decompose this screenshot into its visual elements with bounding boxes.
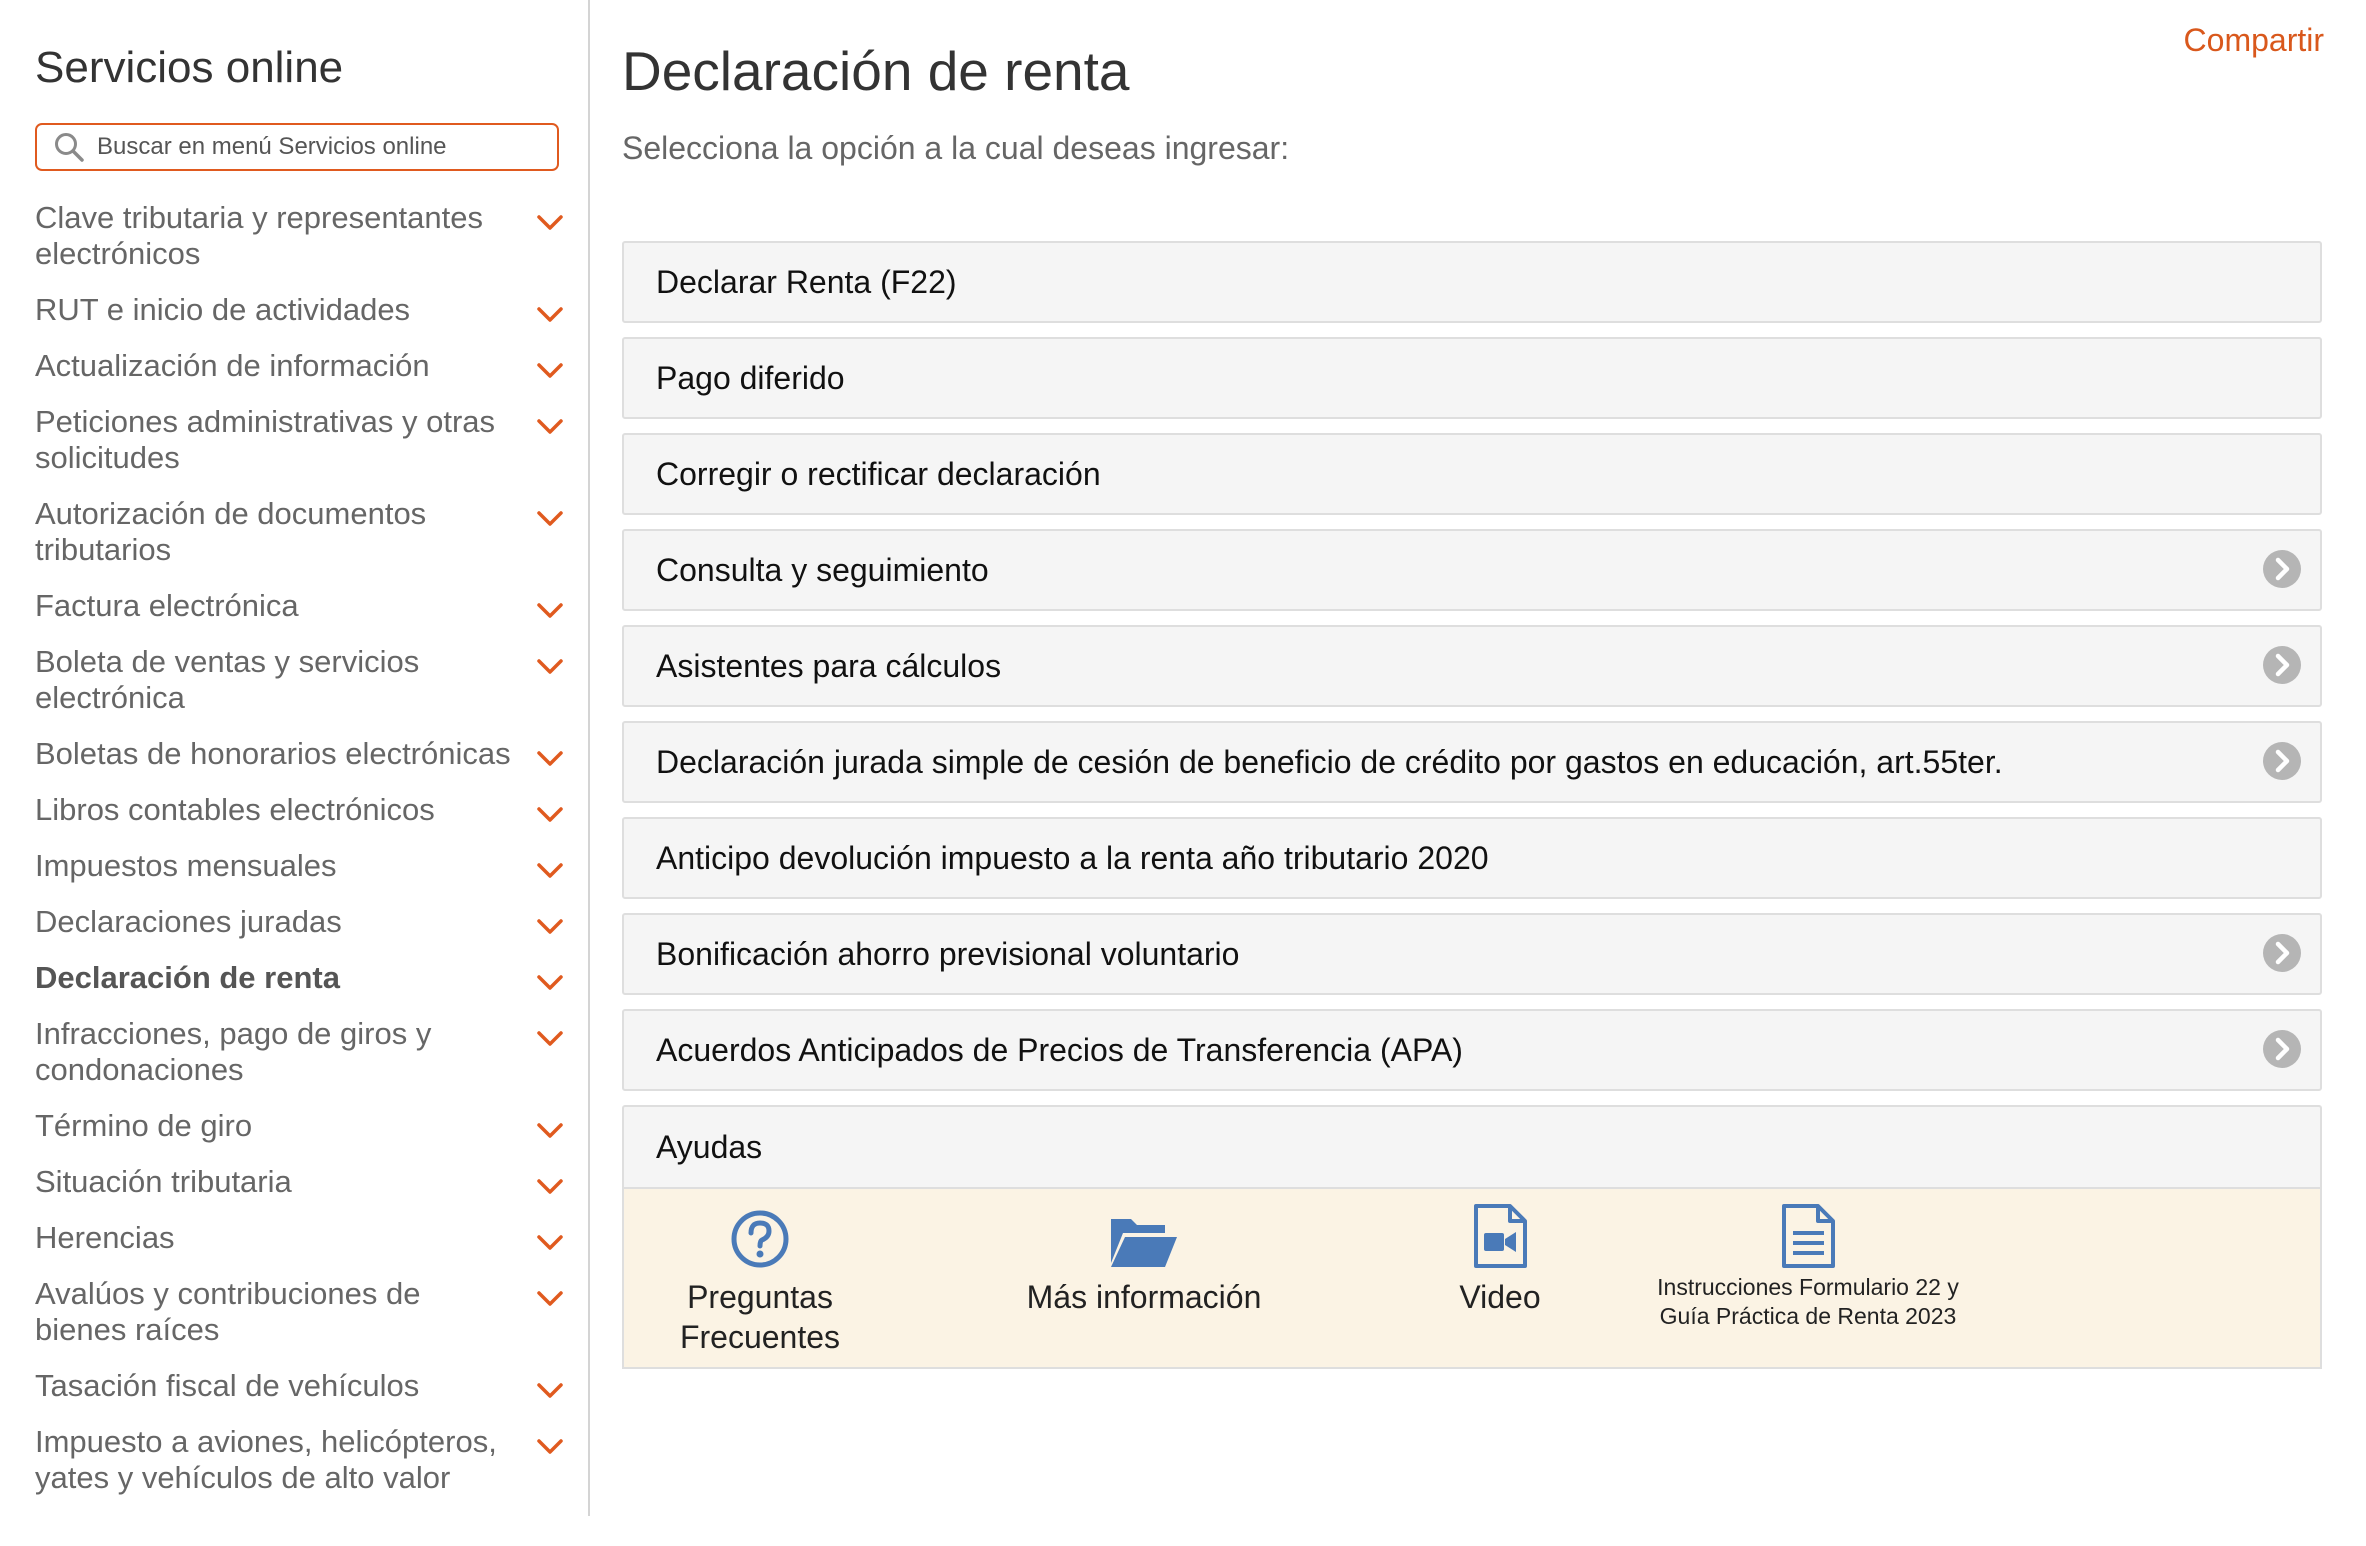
chevron-right-circle-icon[interactable] <box>2262 549 2302 589</box>
option-row[interactable] <box>622 241 2322 323</box>
option-label: Asistentes para cálculos <box>656 647 1002 684</box>
search-input[interactable] <box>95 126 557 168</box>
instructions-label-line1: Instrucciones Formulario 22 y <box>1657 1274 1959 1300</box>
sidebar-item[interactable] <box>35 848 565 884</box>
sidebar-item-label: Impuesto a aviones, helicópteros, yates y vehículos de alto valor <box>35 1424 497 1495</box>
options-list <box>622 241 2322 1369</box>
option-row[interactable] <box>622 817 2322 899</box>
sidebar-item[interactable] <box>35 588 565 624</box>
document-file-icon <box>1638 1207 1978 1269</box>
chevron-down-icon[interactable] <box>535 1022 565 1046</box>
option-row[interactable] <box>622 337 2322 419</box>
ayudas-header[interactable] <box>622 1105 2322 1187</box>
chevron-down-icon[interactable] <box>535 854 565 878</box>
sidebar <box>0 0 590 1516</box>
sidebar-item[interactable] <box>35 736 565 772</box>
search-box[interactable] <box>35 123 559 171</box>
instructions-link[interactable] <box>1638 1207 1978 1331</box>
option-row[interactable] <box>622 1009 2322 1091</box>
option-row[interactable] <box>622 529 2322 611</box>
chevron-right-circle-icon[interactable] <box>2262 933 2302 973</box>
faq-link[interactable] <box>660 1207 860 1357</box>
page-subtitle: Selecciona la opción a la cual deseas ingresar: <box>622 130 1290 166</box>
faq-label: Preguntas Frecuentes <box>679 1279 841 1355</box>
sidebar-item[interactable] <box>35 960 565 996</box>
sidebar-item[interactable] <box>35 1220 565 1256</box>
sidebar-item[interactable] <box>35 1016 565 1088</box>
sidebar-item[interactable] <box>35 1164 565 1200</box>
ayudas-panel <box>622 1105 2322 1369</box>
chevron-down-icon[interactable] <box>535 502 565 526</box>
option-row[interactable] <box>622 625 2322 707</box>
chevron-down-icon[interactable] <box>535 1226 565 1250</box>
sidebar-menu <box>35 200 565 1516</box>
sidebar-item[interactable] <box>35 404 565 476</box>
instructions-label-line2: Guía Práctica de Renta 2023 <box>1659 1303 1957 1329</box>
chevron-down-icon[interactable] <box>535 1114 565 1138</box>
sidebar-item-label: Peticiones administrativas y otras solicitudes <box>35 404 496 475</box>
chevron-down-icon[interactable] <box>535 1430 565 1454</box>
option-label: Consulta y seguimiento <box>656 551 989 588</box>
sidebar-item-label: Tasación fiscal de vehículos <box>35 1368 420 1403</box>
instructions-label <box>1638 1273 1978 1331</box>
sidebar-item-label: Situación tributaria <box>35 1164 292 1199</box>
sidebar-item[interactable] <box>35 200 565 272</box>
chevron-right-circle-icon[interactable] <box>2262 1029 2302 1069</box>
option-row[interactable] <box>622 433 2322 515</box>
chevron-right-circle-icon[interactable] <box>2262 645 2302 685</box>
sidebar-title: Servicios online <box>35 43 344 92</box>
option-label: Declarar Renta (F22) <box>656 263 957 300</box>
more-info-label: Más información <box>1026 1279 1262 1315</box>
sidebar-item-label: Boleta de ventas y servicios electrónica <box>35 644 420 715</box>
sidebar-item-label: Término de giro <box>35 1108 253 1143</box>
option-label: Pago diferido <box>656 359 845 396</box>
question-circle-icon <box>660 1207 860 1269</box>
chevron-down-icon[interactable] <box>535 206 565 230</box>
option-label: Declaración jurada simple de cesión de beneficio de crédito por gastos en educación, art.55ter. <box>656 743 2003 780</box>
ayudas-title: Ayudas <box>656 1128 763 1165</box>
sidebar-item[interactable] <box>35 1276 565 1348</box>
chevron-down-icon[interactable] <box>535 966 565 990</box>
sidebar-item-label: Infracciones, pago de giros y condonaciones <box>35 1016 432 1087</box>
sidebar-item[interactable] <box>35 644 565 716</box>
sidebar-item[interactable] <box>35 496 565 568</box>
folder-open-icon <box>1024 1207 1264 1269</box>
sidebar-item-label: RUT e inicio de actividades <box>35 292 411 327</box>
chevron-down-icon[interactable] <box>535 410 565 434</box>
sidebar-item-label: Factura electrónica <box>35 588 299 623</box>
chevron-down-icon[interactable] <box>535 910 565 934</box>
sidebar-item-label: Herencias <box>35 1220 175 1255</box>
share-link[interactable]: Compartir <box>2183 22 2324 58</box>
option-label: Corregir o rectificar declaración <box>656 455 1101 492</box>
chevron-down-icon[interactable] <box>535 798 565 822</box>
sidebar-item-label: Clave tributaria y representantes electrónicos <box>35 200 484 271</box>
sidebar-item[interactable] <box>35 1368 565 1404</box>
option-label: Bonificación ahorro previsional voluntario <box>656 935 1240 972</box>
sidebar-item-label: Actualización de información <box>35 348 430 383</box>
sidebar-item-label: Avalúos y contribuciones de bienes raíces <box>35 1276 421 1347</box>
chevron-down-icon[interactable] <box>535 1170 565 1194</box>
option-label: Acuerdos Anticipados de Precios de Transferencia (APA) <box>656 1031 1463 1068</box>
chevron-down-icon[interactable] <box>535 298 565 322</box>
sidebar-item-label: Libros contables electrónicos <box>35 792 435 827</box>
video-link[interactable] <box>1440 1207 1560 1317</box>
more-info-link[interactable] <box>1024 1207 1264 1317</box>
sidebar-item-label: Autorización de documentos tributarios <box>35 496 427 567</box>
sidebar-item[interactable] <box>35 792 565 828</box>
video-file-icon <box>1440 1207 1560 1269</box>
sidebar-item[interactable] <box>35 904 565 940</box>
chevron-right-circle-icon[interactable] <box>2262 741 2302 781</box>
sidebar-item-label: Impuestos mensuales <box>35 848 337 883</box>
option-label: Anticipo devolución impuesto a la renta año tributario 2020 <box>656 839 1489 876</box>
chevron-down-icon[interactable] <box>535 742 565 766</box>
ayudas-body <box>622 1187 2322 1369</box>
video-label: Video <box>1459 1279 1541 1315</box>
chevron-down-icon[interactable] <box>535 650 565 674</box>
chevron-down-icon[interactable] <box>535 594 565 618</box>
chevron-down-icon[interactable] <box>535 1374 565 1398</box>
sidebar-item[interactable] <box>35 1424 565 1496</box>
sidebar-item[interactable] <box>35 292 565 328</box>
search-icon <box>53 130 87 164</box>
sidebar-item-label: Declaraciones juradas <box>35 904 342 939</box>
option-row[interactable] <box>622 913 2322 995</box>
chevron-down-icon[interactable] <box>535 1282 565 1306</box>
sidebar-item[interactable] <box>35 1108 565 1144</box>
page-title: Declaración de renta <box>622 40 1130 102</box>
sidebar-item-label: Boletas de honorarios electrónicas <box>35 736 511 771</box>
chevron-down-icon[interactable] <box>535 354 565 378</box>
sidebar-item[interactable] <box>35 348 565 384</box>
sidebar-item-label: Declaración de renta <box>35 960 340 995</box>
option-row[interactable] <box>622 721 2322 803</box>
